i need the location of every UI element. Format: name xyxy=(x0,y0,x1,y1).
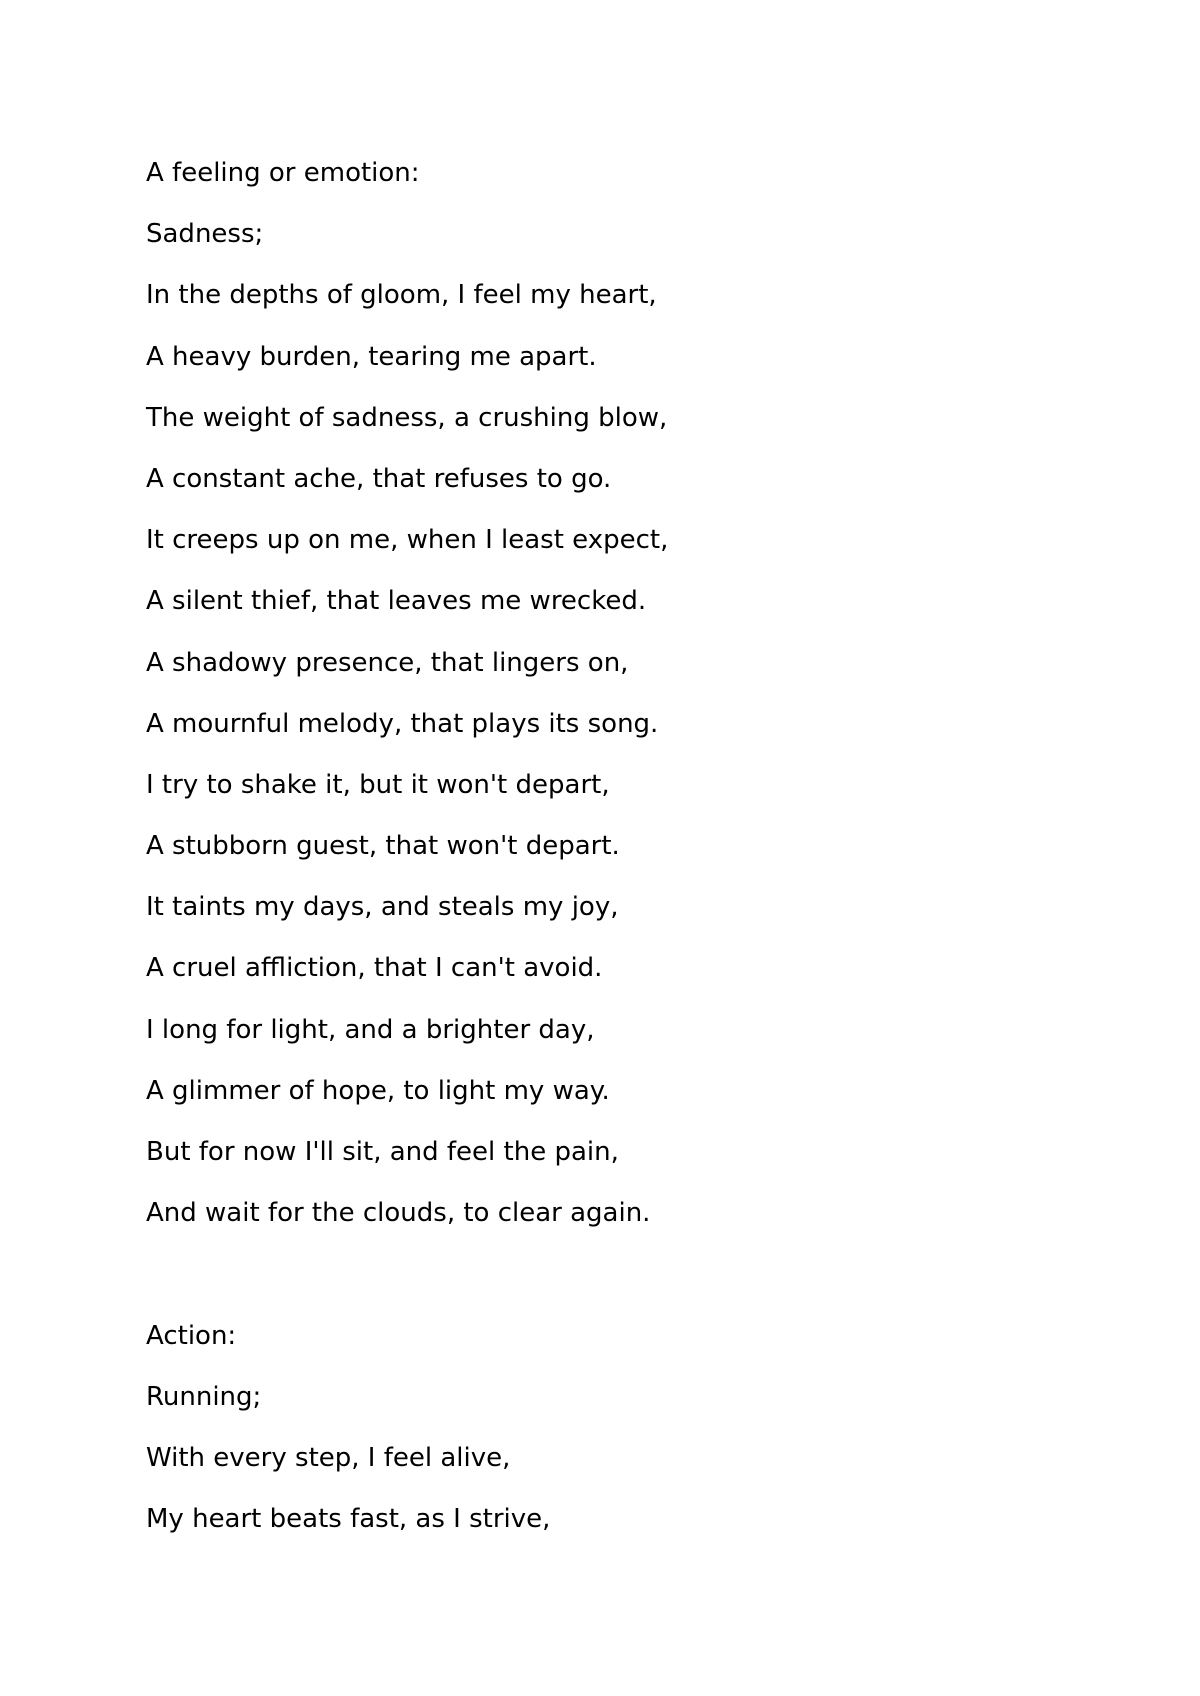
poem-line: A stubborn guest, that won't depart. xyxy=(146,831,620,862)
section-subject: Running; xyxy=(146,1381,262,1412)
poem-line: A silent thief, that leaves me wrecked. xyxy=(146,586,647,617)
poem-line: A constant ache, that refuses to go. xyxy=(146,463,612,494)
poem-line: But for now I'll sit, and feel the pain, xyxy=(146,1137,619,1167)
section-heading: A feeling or emotion: xyxy=(146,158,420,188)
poem-line: The weight of sadness, a crushing blow, xyxy=(146,402,668,433)
poem-line: It taints my days, and steals my joy, xyxy=(146,892,619,923)
poem-line: In the depths of gloom, I feel my heart, xyxy=(146,280,657,311)
section-subject: Sadness; xyxy=(146,219,264,250)
poem-line: It creeps up on me, when I least expect, xyxy=(146,525,669,556)
poem-line: A heavy burden, tearing me apart. xyxy=(146,341,597,372)
poem-line: A mournful melody, that plays its song. xyxy=(146,708,659,739)
poem-line: I long for light, and a brighter day, xyxy=(146,1014,595,1045)
poem-line: A cruel affliction, that I can't avoid. xyxy=(146,953,603,984)
poem-line: I try to shake it, but it won't depart, xyxy=(146,769,610,800)
poem-text xyxy=(146,143,1106,1550)
section-heading: Action: xyxy=(146,1320,237,1351)
poem-line: A shadowy presence, that lingers on, xyxy=(146,647,629,678)
poem-line: And wait for the clouds, to clear again. xyxy=(146,1198,651,1229)
poem-line: With every step, I feel alive, xyxy=(146,1442,511,1473)
poem-line: My heart beats fast, as I strive, xyxy=(146,1504,551,1535)
blank-line xyxy=(146,1244,1106,1305)
poem-line: A glimmer of hope, to light my way. xyxy=(146,1075,610,1106)
